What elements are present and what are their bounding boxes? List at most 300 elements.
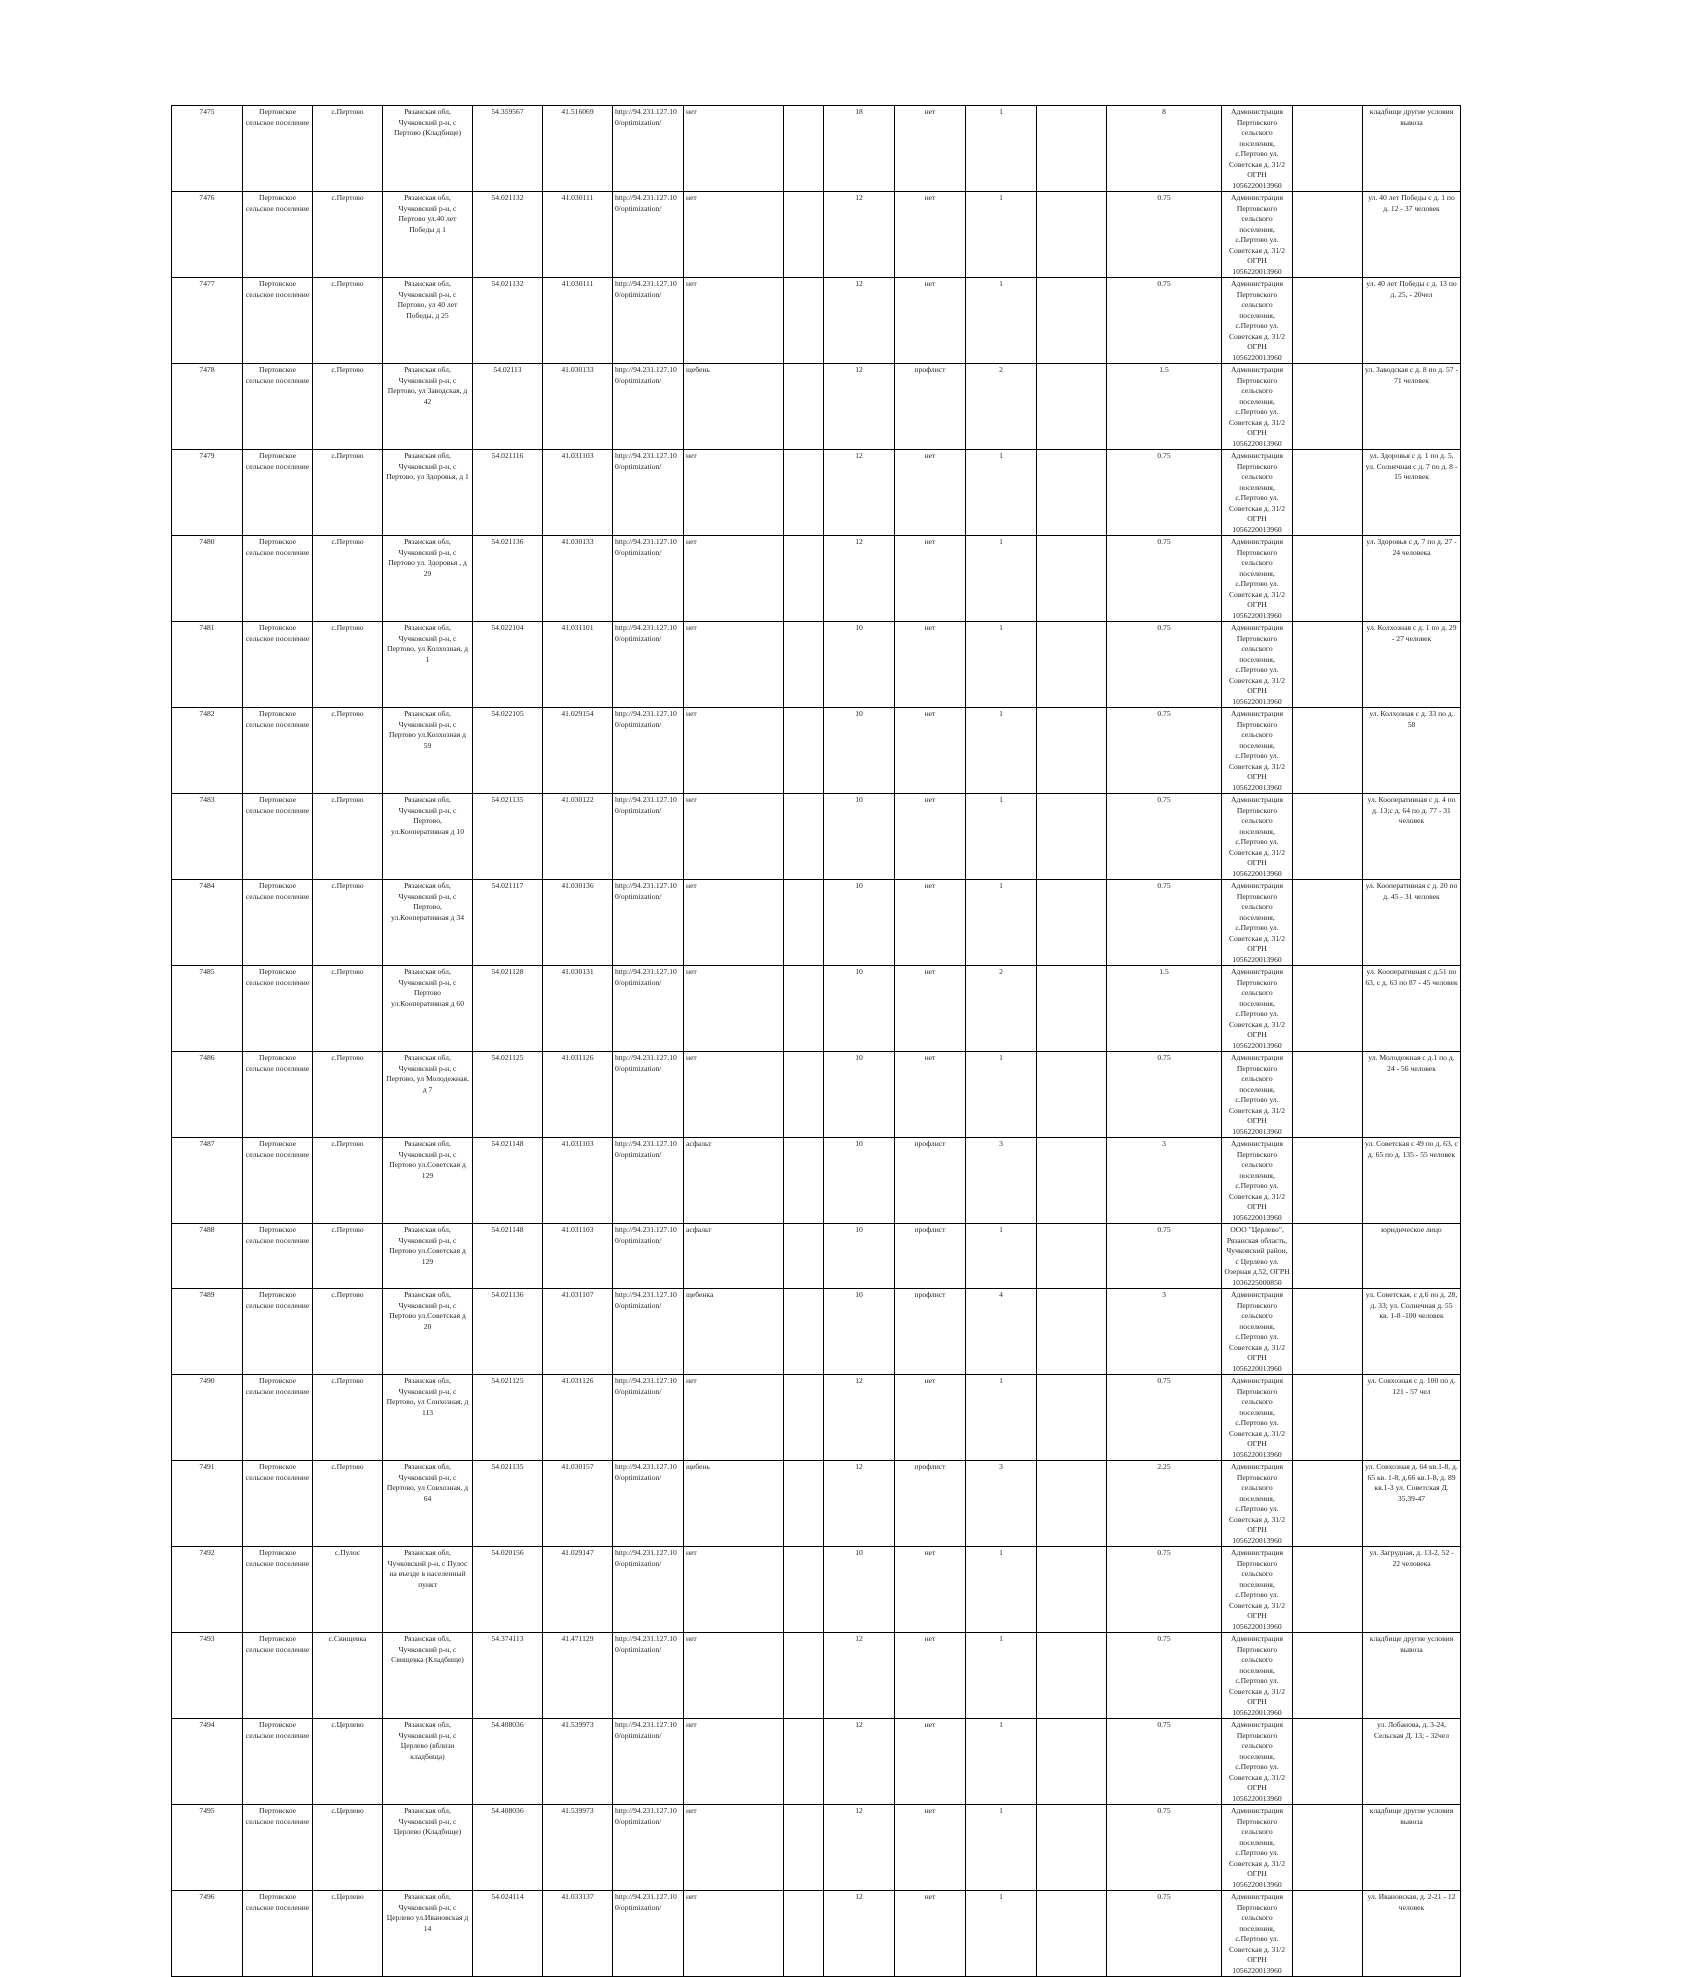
settlement-cell: Пертовское сельское поселение xyxy=(243,1719,313,1805)
waste-sources-cell: ул. Колхозная с д. 33 по д. 58 xyxy=(1363,708,1461,794)
row-id-cell: 7479 xyxy=(172,450,243,536)
settlement-cell: Пертовское сельское поселение xyxy=(243,278,313,364)
latitude-cell: 54.021116 xyxy=(473,450,543,536)
owner-cell: Администрация Пертовского сельского поселения, с.Пертово ул. Советская д. 31/2 ОГРН 1056220013960 xyxy=(1222,1719,1293,1805)
area-cell: 12 xyxy=(824,1719,895,1805)
fence-cell: нет xyxy=(895,1052,966,1138)
empty-cell xyxy=(1037,1633,1107,1719)
volume-cell: 0.75 xyxy=(1107,1633,1222,1719)
longitude-cell: 41.031103 xyxy=(543,1138,613,1224)
empty-cell xyxy=(1293,450,1363,536)
village-cell: с.Пертово xyxy=(313,106,383,192)
spacer-cell xyxy=(784,1719,824,1805)
surface-cell: нет xyxy=(684,1719,784,1805)
longitude-cell: 41.031126 xyxy=(543,1375,613,1461)
owner-cell: Администрация Пертовского сельского поселения, с.Пертово ул. Советская д. 31/2 ОГРН 1056220013960 xyxy=(1222,880,1293,966)
address-cell: Рязанская обл, Чучковский р-н, с Церлево ул.Ивановская д 14 xyxy=(383,1891,473,1977)
containers-count-cell: 2 xyxy=(966,966,1037,1052)
containers-count-cell: 3 xyxy=(966,1461,1037,1547)
spacer-cell xyxy=(784,1547,824,1633)
empty-cell xyxy=(1293,880,1363,966)
village-cell: с.Церлево xyxy=(313,1891,383,1977)
surface-cell: нет xyxy=(684,192,784,278)
table-row xyxy=(172,1224,1461,1289)
settlement-cell: Пертовское сельское поселение xyxy=(243,1891,313,1977)
empty-cell xyxy=(1037,966,1107,1052)
area-cell: 10 xyxy=(824,966,895,1052)
empty-cell xyxy=(1293,536,1363,622)
spacer-cell xyxy=(784,1289,824,1375)
longitude-cell: 41.030131 xyxy=(543,966,613,1052)
spacer-cell xyxy=(784,1805,824,1891)
surface-cell: асфальт xyxy=(684,1224,784,1289)
area-cell: 10 xyxy=(824,1289,895,1375)
spacer-cell xyxy=(784,622,824,708)
volume-cell: 1.5 xyxy=(1107,364,1222,450)
surface-cell: асфальт xyxy=(684,1138,784,1224)
owner-cell: Администрация Пертовского сельского поселения, с.Пертово ул. Советская д. 31/2 ОГРН 1056220013960 xyxy=(1222,622,1293,708)
fence-cell: нет xyxy=(895,966,966,1052)
fence-cell: профлист xyxy=(895,1224,966,1289)
longitude-cell: 41.029147 xyxy=(543,1547,613,1633)
fence-cell: нет xyxy=(895,278,966,364)
area-cell: 12 xyxy=(824,1633,895,1719)
table-row xyxy=(172,1289,1461,1375)
url-cell: http://94.231.127.10 0/optimization/ xyxy=(613,966,684,1052)
owner-cell: Администрация Пертовского сельского поселения, с.Пертово ул. Советская д. 31/2 ОГРН 1056220013960 xyxy=(1222,364,1293,450)
empty-cell xyxy=(1037,192,1107,278)
empty-cell xyxy=(1293,1547,1363,1633)
fence-cell: нет xyxy=(895,1375,966,1461)
containers-count-cell: 1 xyxy=(966,1891,1037,1977)
settlement-cell: Пертовское сельское поселение xyxy=(243,536,313,622)
surface-cell: нет xyxy=(684,622,784,708)
owner-cell: Администрация Пертовского сельского поселения, с.Пертово ул. Советская д. 31/2 ОГРН 1056220013960 xyxy=(1222,1805,1293,1891)
settlement-cell: Пертовское сельское поселение xyxy=(243,1805,313,1891)
area-cell: 10 xyxy=(824,1224,895,1289)
surface-cell: нет xyxy=(684,450,784,536)
empty-cell xyxy=(1037,278,1107,364)
longitude-cell: 41.031103 xyxy=(543,1224,613,1289)
containers-count-cell: 1 xyxy=(966,880,1037,966)
area-cell: 10 xyxy=(824,880,895,966)
fence-cell: нет xyxy=(895,1891,966,1977)
surface-cell: нет xyxy=(684,708,784,794)
containers-count-cell: 3 xyxy=(966,1138,1037,1224)
surface-cell: нет xyxy=(684,966,784,1052)
table-row xyxy=(172,450,1461,536)
fence-cell: профлист xyxy=(895,364,966,450)
empty-cell xyxy=(1293,1461,1363,1547)
latitude-cell: 54.359567 xyxy=(473,106,543,192)
latitude-cell: 54.021117 xyxy=(473,880,543,966)
surface-cell: нет xyxy=(684,536,784,622)
spacer-cell xyxy=(784,192,824,278)
address-cell: Рязанская обл, Чучковский р-н, с Пертово ул.Советская д 129 xyxy=(383,1224,473,1289)
containers-count-cell: 1 xyxy=(966,106,1037,192)
village-cell: с.Пертово xyxy=(313,794,383,880)
fence-cell: нет xyxy=(895,1805,966,1891)
fence-cell: нет xyxy=(895,192,966,278)
village-cell: с.Пертово xyxy=(313,1461,383,1547)
longitude-cell: 41.030157 xyxy=(543,1461,613,1547)
registry-table xyxy=(171,105,1461,1977)
settlement-cell: Пертовское сельское поселение xyxy=(243,364,313,450)
empty-cell xyxy=(1037,1224,1107,1289)
longitude-cell: 41.033137 xyxy=(543,1891,613,1977)
spacer-cell xyxy=(784,106,824,192)
owner-cell: Администрация Пертовского сельского поселения, с.Пертово ул. Советская д. 31/2 ОГРН 1056220013960 xyxy=(1222,1547,1293,1633)
village-cell: с.Пулос xyxy=(313,1547,383,1633)
surface-cell: нет xyxy=(684,106,784,192)
owner-cell: Администрация Пертовского сельского поселения, с.Пертово ул. Советская д. 31/2 ОГРН 1056220013960 xyxy=(1222,966,1293,1052)
fence-cell: нет xyxy=(895,106,966,192)
settlement-cell: Пертовское сельское поселение xyxy=(243,794,313,880)
empty-cell xyxy=(1293,1224,1363,1289)
longitude-cell: 41.030133 xyxy=(543,364,613,450)
village-cell: с.Пертово xyxy=(313,1224,383,1289)
url-cell: http://94.231.127.10 0/optimization/ xyxy=(613,1224,684,1289)
volume-cell: 0.75 xyxy=(1107,794,1222,880)
spacer-cell xyxy=(784,1375,824,1461)
table-row xyxy=(172,192,1461,278)
volume-cell: 0.75 xyxy=(1107,1719,1222,1805)
latitude-cell: 54.408036 xyxy=(473,1805,543,1891)
spacer-cell xyxy=(784,1224,824,1289)
volume-cell: 0.75 xyxy=(1107,1805,1222,1891)
latitude-cell: 54.022105 xyxy=(473,708,543,794)
waste-sources-cell: ул. Здоровья с д. 7 по д. 27 - 24 человека xyxy=(1363,536,1461,622)
latitude-cell: 54.021136 xyxy=(473,536,543,622)
table-row xyxy=(172,536,1461,622)
volume-cell: 0.75 xyxy=(1107,622,1222,708)
empty-cell xyxy=(1037,708,1107,794)
waste-sources-cell: ул. 40 лет Победы с д. 13 по д. 25, - 20чел xyxy=(1363,278,1461,364)
empty-cell xyxy=(1293,966,1363,1052)
owner-cell: Администрация Пертовского сельского поселения, с.Пертово ул. Советская д. 31/2 ОГРН 1056220013960 xyxy=(1222,192,1293,278)
surface-cell: нет xyxy=(684,1891,784,1977)
latitude-cell: 54.020156 xyxy=(473,1547,543,1633)
surface-cell: щебень xyxy=(684,364,784,450)
url-cell: http://94.231.127.10 0/optimization/ xyxy=(613,364,684,450)
waste-sources-cell: ул. Колхозная с д. 1 по д. 29 - 27 человек xyxy=(1363,622,1461,708)
url-cell: http://94.231.127.10 0/optimization/ xyxy=(613,278,684,364)
surface-cell: нет xyxy=(684,278,784,364)
row-id-cell: 7494 xyxy=(172,1719,243,1805)
waste-sources-cell: ул. Кооперативная с д.51 по 63, с д. 63 по 87 - 45 человек xyxy=(1363,966,1461,1052)
table-row xyxy=(172,708,1461,794)
waste-sources-cell: ул. Совхозная д. 64 кв.1-8, д. 65 кв. 1-8, д.66 кв.1-8, д. 89 кв.1-3 ул. Советская Д. 35,39-47 xyxy=(1363,1461,1461,1547)
area-cell: 12 xyxy=(824,450,895,536)
volume-cell: 0.75 xyxy=(1107,1052,1222,1138)
address-cell: Рязанская обл, Чучковский р-н, с Церлево (Кладбище) xyxy=(383,1805,473,1891)
volume-cell: 3 xyxy=(1107,1289,1222,1375)
table-row xyxy=(172,1891,1461,1977)
volume-cell: 8 xyxy=(1107,106,1222,192)
fence-cell: нет xyxy=(895,1547,966,1633)
address-cell: Рязанская обл, Чучковский р-н, с Пертово ул.Советская д 20 xyxy=(383,1289,473,1375)
url-cell: http://94.231.127.10 0/optimization/ xyxy=(613,192,684,278)
table-row xyxy=(172,1547,1461,1633)
url-cell: http://94.231.127.10 0/optimization/ xyxy=(613,536,684,622)
longitude-cell: 41.516069 xyxy=(543,106,613,192)
settlement-cell: Пертовское сельское поселение xyxy=(243,1461,313,1547)
row-id-cell: 7481 xyxy=(172,622,243,708)
containers-count-cell: 1 xyxy=(966,1375,1037,1461)
empty-cell xyxy=(1293,1052,1363,1138)
empty-cell xyxy=(1037,1375,1107,1461)
settlement-cell: Пертовское сельское поселение xyxy=(243,1547,313,1633)
address-cell: Рязанская обл, Чучковский р-н, с Пертово, ул Колхозная, д 1 xyxy=(383,622,473,708)
settlement-cell: Пертовское сельское поселение xyxy=(243,106,313,192)
village-cell: с.Пертово xyxy=(313,536,383,622)
area-cell: 10 xyxy=(824,708,895,794)
surface-cell: нет xyxy=(684,1052,784,1138)
table-row xyxy=(172,1052,1461,1138)
area-cell: 10 xyxy=(824,1138,895,1224)
longitude-cell: 41.030122 xyxy=(543,794,613,880)
empty-cell xyxy=(1037,1719,1107,1805)
url-cell: http://94.231.127.10 0/optimization/ xyxy=(613,1375,684,1461)
latitude-cell: 54.021132 xyxy=(473,278,543,364)
latitude-cell: 54.024114 xyxy=(473,1891,543,1977)
table-row xyxy=(172,106,1461,192)
containers-count-cell: 1 xyxy=(966,536,1037,622)
area-cell: 12 xyxy=(824,1375,895,1461)
village-cell: с.Пертово xyxy=(313,364,383,450)
empty-cell xyxy=(1293,1719,1363,1805)
row-id-cell: 7488 xyxy=(172,1224,243,1289)
surface-cell: нет xyxy=(684,1375,784,1461)
waste-sources-cell: кладбище другие условия вывоза xyxy=(1363,1633,1461,1719)
owner-cell: Администрация Пертовского сельского поселения, с.Пертово ул. Советская д. 31/2 ОГРН 1056220013960 xyxy=(1222,1461,1293,1547)
waste-sources-cell: ул. Лобанова, д. 3-24, Сельская Д. 13; - 32чел xyxy=(1363,1719,1461,1805)
volume-cell: 1.5 xyxy=(1107,966,1222,1052)
empty-cell xyxy=(1037,1891,1107,1977)
surface-cell: нет xyxy=(684,794,784,880)
empty-cell xyxy=(1293,1633,1363,1719)
empty-cell xyxy=(1037,450,1107,536)
row-id-cell: 7486 xyxy=(172,1052,243,1138)
row-id-cell: 7491 xyxy=(172,1461,243,1547)
waste-sources-cell: ул. Загрудная, д. 13-2, 52 - 22 человека xyxy=(1363,1547,1461,1633)
latitude-cell: 54.021135 xyxy=(473,1461,543,1547)
row-id-cell: 7483 xyxy=(172,794,243,880)
empty-cell xyxy=(1293,364,1363,450)
volume-cell: 0.75 xyxy=(1107,1891,1222,1977)
empty-cell xyxy=(1037,536,1107,622)
empty-cell xyxy=(1037,1052,1107,1138)
address-cell: Рязанская обл, Чучковский р-н, с Пертово, ул Совхозная, д 64 xyxy=(383,1461,473,1547)
fence-cell: нет xyxy=(895,708,966,794)
surface-cell: нет xyxy=(684,1633,784,1719)
waste-sources-cell: ул. Кооперативная с д. 20 по д. 45 - 31 человек xyxy=(1363,880,1461,966)
url-cell: http://94.231.127.10 0/optimization/ xyxy=(613,1891,684,1977)
url-cell: http://94.231.127.10 0/optimization/ xyxy=(613,1547,684,1633)
address-cell: Рязанская обл, Чучковский р-н, с Пулос на въезде в населенный пункт xyxy=(383,1547,473,1633)
settlement-cell: Пертовское сельское поселение xyxy=(243,192,313,278)
spacer-cell xyxy=(784,364,824,450)
row-id-cell: 7480 xyxy=(172,536,243,622)
volume-cell: 0.75 xyxy=(1107,1375,1222,1461)
area-cell: 12 xyxy=(824,278,895,364)
containers-count-cell: 1 xyxy=(966,1547,1037,1633)
url-cell: http://94.231.127.10 0/optimization/ xyxy=(613,1289,684,1375)
empty-cell xyxy=(1037,1138,1107,1224)
owner-cell: Администрация Пертовского сельского поселения, с.Пертово ул. Советская д. 31/2 ОГРН 1056220013960 xyxy=(1222,708,1293,794)
longitude-cell: 41.030111 xyxy=(543,278,613,364)
table-row xyxy=(172,1719,1461,1805)
settlement-cell: Пертовское сельское поселение xyxy=(243,622,313,708)
village-cell: с.Пертово xyxy=(313,880,383,966)
longitude-cell: 41.031107 xyxy=(543,1289,613,1375)
longitude-cell: 41.539973 xyxy=(543,1719,613,1805)
table-row xyxy=(172,622,1461,708)
row-id-cell: 7477 xyxy=(172,278,243,364)
url-cell: http://94.231.127.10 0/optimization/ xyxy=(613,1633,684,1719)
row-id-cell: 7484 xyxy=(172,880,243,966)
empty-cell xyxy=(1037,106,1107,192)
village-cell: с.Пертово xyxy=(313,1289,383,1375)
longitude-cell: 41.029154 xyxy=(543,708,613,794)
row-id-cell: 7482 xyxy=(172,708,243,794)
empty-cell xyxy=(1293,708,1363,794)
surface-cell: нет xyxy=(684,880,784,966)
volume-cell: 0.75 xyxy=(1107,1224,1222,1289)
waste-sources-cell: ул. 40 лет Победы с д. 1 по д. 12 - 37 человек xyxy=(1363,192,1461,278)
waste-sources-cell: ул. Ивановская, д. 2-21 - 12 человек xyxy=(1363,1891,1461,1977)
fence-cell: нет xyxy=(895,450,966,536)
latitude-cell: 54.374113 xyxy=(473,1633,543,1719)
empty-cell xyxy=(1037,622,1107,708)
latitude-cell: 54.408036 xyxy=(473,1719,543,1805)
volume-cell: 3 xyxy=(1107,1138,1222,1224)
village-cell: с.Пертово xyxy=(313,1052,383,1138)
village-cell: с.Пертово xyxy=(313,1138,383,1224)
village-cell: с.Пертово xyxy=(313,192,383,278)
empty-cell xyxy=(1293,1289,1363,1375)
spacer-cell xyxy=(784,794,824,880)
url-cell: http://94.231.127.10 0/optimization/ xyxy=(613,880,684,966)
table-row xyxy=(172,1375,1461,1461)
village-cell: с.Пертово xyxy=(313,1375,383,1461)
empty-cell xyxy=(1293,278,1363,364)
waste-sources-cell: ул. Советская, с д.6 по д. 28, д. 33; ул. Солнечная д. 55 кв. 1-8 -100 человек xyxy=(1363,1289,1461,1375)
row-id-cell: 7496 xyxy=(172,1891,243,1977)
containers-count-cell: 1 xyxy=(966,192,1037,278)
containers-count-cell: 1 xyxy=(966,622,1037,708)
surface-cell: щебень xyxy=(684,1461,784,1547)
area-cell: 12 xyxy=(824,364,895,450)
empty-cell xyxy=(1293,192,1363,278)
owner-cell: Администрация Пертовского сельского поселения, с.Пертово ул. Советская д. 31/2 ОГРН 1056220013960 xyxy=(1222,1138,1293,1224)
village-cell: с.Пертово xyxy=(313,622,383,708)
fence-cell: нет xyxy=(895,536,966,622)
row-id-cell: 7475 xyxy=(172,106,243,192)
containers-count-cell: 1 xyxy=(966,708,1037,794)
latitude-cell: 54.021125 xyxy=(473,1052,543,1138)
latitude-cell: 54.021128 xyxy=(473,966,543,1052)
spacer-cell xyxy=(784,278,824,364)
row-id-cell: 7485 xyxy=(172,966,243,1052)
owner-cell: Администрация Пертовского сельского поселения, с.Пертово ул. Советская д. 31/2 ОГРН 1056220013960 xyxy=(1222,450,1293,536)
village-cell: с.Свищевка xyxy=(313,1633,383,1719)
village-cell: с.Церлево xyxy=(313,1805,383,1891)
row-id-cell: 7493 xyxy=(172,1633,243,1719)
table-row xyxy=(172,966,1461,1052)
containers-count-cell: 4 xyxy=(966,1289,1037,1375)
area-cell: 12 xyxy=(824,1805,895,1891)
settlement-cell: Пертовское сельское поселение xyxy=(243,1633,313,1719)
longitude-cell: 41.471129 xyxy=(543,1633,613,1719)
registry-table-body xyxy=(172,106,1461,1977)
table-row xyxy=(172,880,1461,966)
empty-cell xyxy=(1037,1289,1107,1375)
volume-cell: 0.75 xyxy=(1107,536,1222,622)
fence-cell: профлист xyxy=(895,1461,966,1547)
empty-cell xyxy=(1037,880,1107,966)
settlement-cell: Пертовское сельское поселение xyxy=(243,880,313,966)
volume-cell: 0.75 xyxy=(1107,278,1222,364)
table-row xyxy=(172,1633,1461,1719)
url-cell: http://94.231.127.10 0/optimization/ xyxy=(613,794,684,880)
latitude-cell: 54.021125 xyxy=(473,1375,543,1461)
spacer-cell xyxy=(784,966,824,1052)
owner-cell: Администрация Пертовского сельского поселения, с.Пертово ул. Советская д. 31/2 ОГРН 1056220013960 xyxy=(1222,1052,1293,1138)
fence-cell: нет xyxy=(895,1719,966,1805)
row-id-cell: 7490 xyxy=(172,1375,243,1461)
volume-cell: 0.75 xyxy=(1107,708,1222,794)
empty-cell xyxy=(1037,1461,1107,1547)
url-cell: http://94.231.127.10 0/optimization/ xyxy=(613,450,684,536)
fence-cell: профлист xyxy=(895,1138,966,1224)
fence-cell: нет xyxy=(895,1633,966,1719)
owner-cell: Администрация Пертовского сельского поселения, с.Пертово ул. Советская д. 31/2 ОГРН 1056220013960 xyxy=(1222,1891,1293,1977)
area-cell: 10 xyxy=(824,1547,895,1633)
area-cell: 12 xyxy=(824,1461,895,1547)
row-id-cell: 7489 xyxy=(172,1289,243,1375)
area-cell: 10 xyxy=(824,622,895,708)
url-cell: http://94.231.127.10 0/optimization/ xyxy=(613,1461,684,1547)
address-cell: Рязанская обл, Чучковский р-н, с Пертово, ул Здоровья, д 1 xyxy=(383,450,473,536)
longitude-cell: 41.031126 xyxy=(543,1052,613,1138)
area-cell: 12 xyxy=(824,1891,895,1977)
containers-count-cell: 2 xyxy=(966,364,1037,450)
containers-count-cell: 1 xyxy=(966,278,1037,364)
address-cell: Рязанская обл, Чучковский р-н, с Пертово, ул Молодежная, д 7 xyxy=(383,1052,473,1138)
address-cell: Рязанская обл, Чучковский р-н, с Церлево (вблизи кладбища) xyxy=(383,1719,473,1805)
address-cell: Рязанская обл, Чучковский р-н, с Пертово ул.Кооперативная д 60 xyxy=(383,966,473,1052)
area-cell: 18 xyxy=(824,106,895,192)
area-cell: 10 xyxy=(824,794,895,880)
row-id-cell: 7492 xyxy=(172,1547,243,1633)
latitude-cell: 54.02113 xyxy=(473,364,543,450)
owner-cell: Администрация Пертовского сельского поселения, с.Пертово ул. Советская д. 31/2 ОГРН 1056220013960 xyxy=(1222,794,1293,880)
empty-cell xyxy=(1037,1805,1107,1891)
settlement-cell: Пертовское сельское поселение xyxy=(243,708,313,794)
row-id-cell: 7495 xyxy=(172,1805,243,1891)
settlement-cell: Пертовское сельское поселение xyxy=(243,1375,313,1461)
url-cell: http://94.231.127.10 0/optimization/ xyxy=(613,622,684,708)
address-cell: Рязанская обл, Чучковский р-н, с Свищевка (Кладбище) xyxy=(383,1633,473,1719)
settlement-cell: Пертовское сельское поселение xyxy=(243,1138,313,1224)
latitude-cell: 54.021148 xyxy=(473,1138,543,1224)
area-cell: 10 xyxy=(824,1052,895,1138)
address-cell: Рязанская обл, Чучковский р-н, с Пертово, ул 40 лет Победы, д 25 xyxy=(383,278,473,364)
empty-cell xyxy=(1293,794,1363,880)
url-cell: http://94.231.127.10 0/optimization/ xyxy=(613,708,684,794)
waste-sources-cell: кладбище другие условия вывоза xyxy=(1363,1805,1461,1891)
